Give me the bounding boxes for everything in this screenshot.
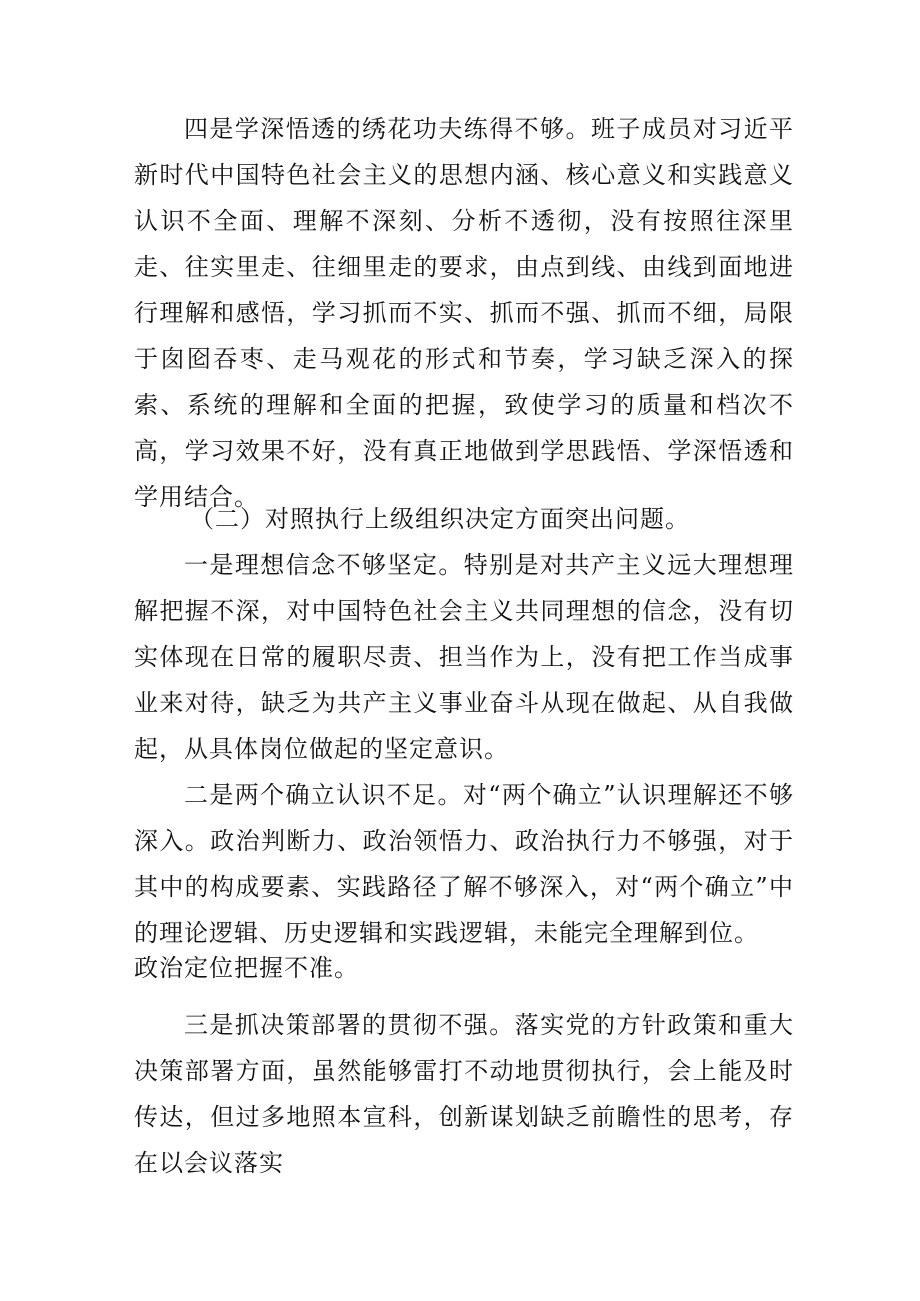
paragraph-four-study-depth: 四是学深悟透的绣花功夫练得不够。班子成员对习近平新时代中国特色社会主义的思想内涵、核心意义和实践意义认识不全面、理解不深刻、分析不透彻，没有按照往深里走、往实里走、往细里走的要求，由点到线、由线到面地进行理解和感悟，学习抓而不实、抓而不强、抓而不细，局限于囱囵吞枣、走马观花的形式和节奏，学习缺乏深入的探索、系统的理解和全面的把握，致使学习的质量和档次不高，学习效果不好，没有真正地做到学思践悟、学深悟透和学用结合。 [134, 115, 794, 511]
paragraph-two-establishments: 二是两个确立认识不足。对“两个确立”认识理解还不够深入。政治判断力、政治领悟力、政治执行力不够强，对于其中的构成要素、实践路径了解不够深入，对“两个确立”中的理论逻辑、历史逻辑和实践逻辑，未能完全理解到位。 [134, 781, 794, 947]
paragraph-three-decision-implementation: 三是抓决策部署的贯彻不强。落实党的方针政策和重大决策部署方面，虽然能够雷打不动地贯彻执行，会上能及时传达，但过多地照本宣科，创新谋划缺乏前瞻性的思考，存在以会议落实 [134, 1011, 794, 1177]
paragraph-political-positioning: 政治定位把握不准。 [134, 954, 359, 982]
section-heading-two: （二）对照执行上级组织决定方面突出问题。 [190, 505, 690, 533]
paragraph-one-ideals: 一是理想信念不够坚定。特别是对共产主义远大理想理解把握不深，对中国特色社会主义共同理想的信念，没有切实体现在日常的履职尽责、担当作为上，没有把工作当成事业来对待，缺乏为共产主义事业奋斗从现在做起、从自我做起，从具体岗位做起的坚定意识。 [134, 551, 794, 763]
